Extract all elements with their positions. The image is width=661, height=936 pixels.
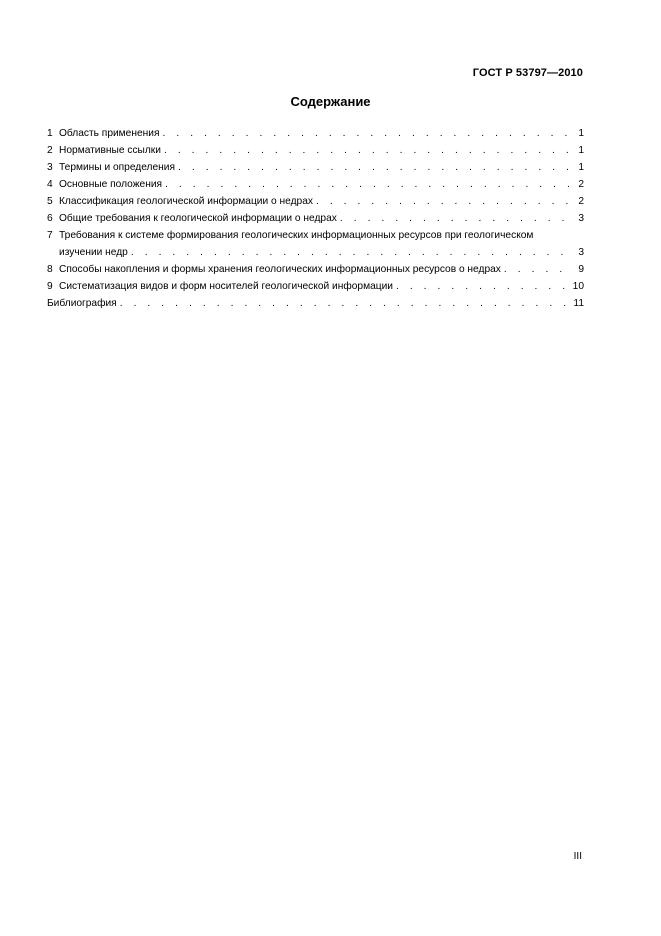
toc-title: Содержание bbox=[290, 94, 371, 109]
toc-item-number: 8 bbox=[47, 264, 53, 275]
toc-item-number: 7 bbox=[47, 230, 53, 241]
toc-item[interactable] bbox=[47, 227, 584, 244]
toc-item[interactable] bbox=[47, 261, 584, 278]
toc-item[interactable] bbox=[47, 210, 584, 227]
toc-item-title: Способы накопления и формы хранения геологических информационных ресурсов о недрах bbox=[59, 264, 501, 275]
toc-item[interactable] bbox=[47, 176, 584, 193]
toc-leader-dots bbox=[165, 176, 573, 193]
toc-item-number: 1 bbox=[47, 128, 53, 139]
toc-item[interactable] bbox=[47, 125, 584, 142]
page-number: III bbox=[573, 851, 582, 862]
toc-item-page: 9 bbox=[578, 264, 584, 275]
toc-item-page: 3 bbox=[578, 247, 584, 258]
toc-item-page: 1 bbox=[578, 145, 584, 156]
toc-item-number: 3 bbox=[47, 162, 53, 173]
toc-item-continuation[interactable] bbox=[47, 244, 584, 261]
toc-leader-dots bbox=[120, 295, 571, 312]
toc-item-page: 1 bbox=[578, 128, 584, 139]
toc-item[interactable] bbox=[47, 193, 584, 210]
toc-item-title: Нормативные ссылки bbox=[59, 145, 161, 156]
toc-leader-dots bbox=[504, 261, 573, 278]
toc-item-page: 3 bbox=[578, 213, 584, 224]
toc-item-page: 11 bbox=[573, 298, 584, 309]
toc-item-number: 2 bbox=[47, 145, 53, 156]
toc-leader-dots bbox=[396, 278, 570, 295]
toc-item[interactable] bbox=[47, 278, 584, 295]
toc-item-page: 2 bbox=[578, 179, 584, 190]
toc-item-page: 2 bbox=[578, 196, 584, 207]
toc-leader-dots bbox=[178, 159, 573, 176]
toc-item-title: Основные положения bbox=[59, 179, 163, 190]
toc-item-number: 4 bbox=[47, 179, 53, 190]
toc-item-title-continuation: изучении недр bbox=[59, 247, 128, 258]
toc-leader-dots bbox=[340, 210, 573, 227]
toc-item[interactable] bbox=[47, 159, 584, 176]
toc-leader-dots bbox=[162, 125, 573, 142]
toc-leader-dots bbox=[164, 142, 573, 159]
toc-item-title: Общие требования к геологической информации о недрах bbox=[59, 213, 337, 224]
toc-item-number: 5 bbox=[47, 196, 53, 207]
toc-item-number: 9 bbox=[47, 281, 53, 292]
toc-item-number: 6 bbox=[47, 213, 53, 224]
toc-item[interactable] bbox=[47, 142, 584, 159]
toc-item-title: Библиография bbox=[47, 298, 117, 309]
toc-item-title: Требования к системе формирования геологических информационных ресурсов при геологическом bbox=[59, 230, 534, 241]
toc-leader-dots bbox=[131, 244, 573, 261]
toc-item-title: Систематизация видов и форм носителей геологической информации bbox=[59, 281, 393, 292]
toc-item-page: 1 bbox=[578, 162, 584, 173]
toc-item-title: Термины и определения bbox=[59, 162, 175, 173]
document-code: ГОСТ Р 53797—2010 bbox=[472, 67, 583, 79]
table-of-contents bbox=[47, 125, 584, 312]
toc-item[interactable] bbox=[47, 295, 584, 312]
toc-leader-dots bbox=[316, 193, 573, 210]
toc-item-title: Классификация геологической информации о недрах bbox=[59, 196, 313, 207]
toc-item-title: Область применения bbox=[59, 128, 160, 139]
toc-item-page: 10 bbox=[572, 281, 584, 292]
